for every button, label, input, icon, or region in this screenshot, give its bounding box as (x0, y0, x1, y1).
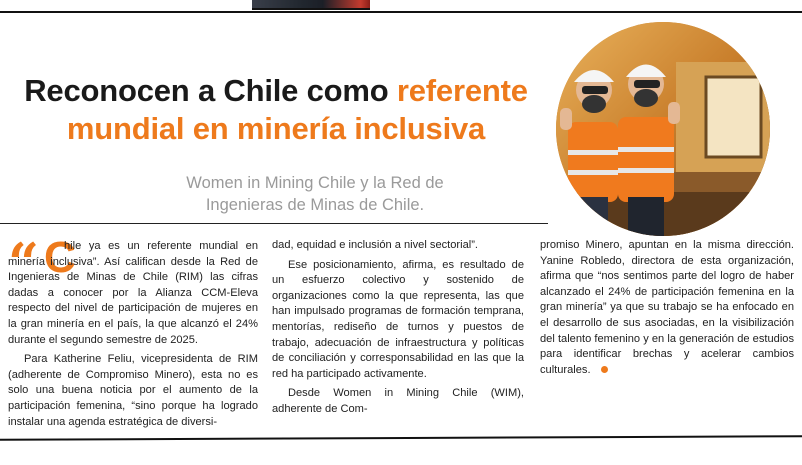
headline-part1: Reconocen a Chile como (24, 73, 397, 108)
headline-highlight-1: referente (396, 73, 528, 108)
article-column-3 (540, 238, 794, 382)
section-divider (0, 223, 548, 224)
bottom-divider (0, 435, 802, 440)
drop-cap: C (44, 233, 76, 282)
top-divider (0, 11, 802, 13)
article-photo (556, 22, 770, 236)
top-photo-fragment (252, 0, 370, 10)
paragraph: hile ya es un referente mundial en minería inclusiva”. Así califican desde la Red de Ingenieras de Minas de Chile (RIM) las cifras dadas a conocer por la Alianza CCM-Eleva respecto del nivel de participación de mujeres en la gran minería en el país, la que alcanzó el 24% durante el segundo semestre de 2025. (8, 240, 258, 346)
paragraph-text: promiso Minero, apuntan en la misma dirección. Yanine Robledo, directora de esta organización, afirma que “nos sentimos parte del logro de haber alcanzado el 24% de participación femenina en la gran minería” ya que su trabajo se ha enfocado en el desarrollo de sus asociadas, en la visibilización del talento femenino y en la generación de estudios para identificar brechas y acelerar cambios culturales. (540, 239, 794, 376)
headline-highlight-2: mundial en minería inclusiva (66, 111, 486, 146)
paragraph: dad, equidad e inclusión a nivel sectorial”. (272, 239, 478, 251)
paragraph: Ese posicionamiento, afirma, es resultado de un esfuerzo colectivo y sostenido de organizaciones como la que representa, las que han impulsado programas de formación temprana, mentorías, rediseño de turnos y puestos de trabajo, adecuación de infraestructura y políticas de conciliación y corresponsabilidad en las que la red ha participado activamente. (272, 258, 524, 380)
paragraph: Desde Women in Mining Chile (WIM), adherente de Com- (272, 387, 524, 415)
miners-photo-illustration (556, 22, 770, 236)
subheadline: Women in Mining Chile y la Red de Ingenieras de Minas de Chile. (186, 174, 444, 214)
article-column-1 (8, 231, 258, 434)
paragraph: Para Katherine Feliu, vicepresidenta de RIM (adherente de Compromiso Minero), esta no es solo una buena noticia por el aumento de la participación femenina, “sino porque ha logrado instalar una agenda estratégica de diversi- (8, 353, 258, 428)
end-of-article-mark (601, 366, 608, 373)
paragraph (540, 238, 794, 378)
opening-quote-mark: “ (8, 231, 40, 295)
headline (16, 72, 536, 148)
article-column-2 (272, 238, 524, 422)
